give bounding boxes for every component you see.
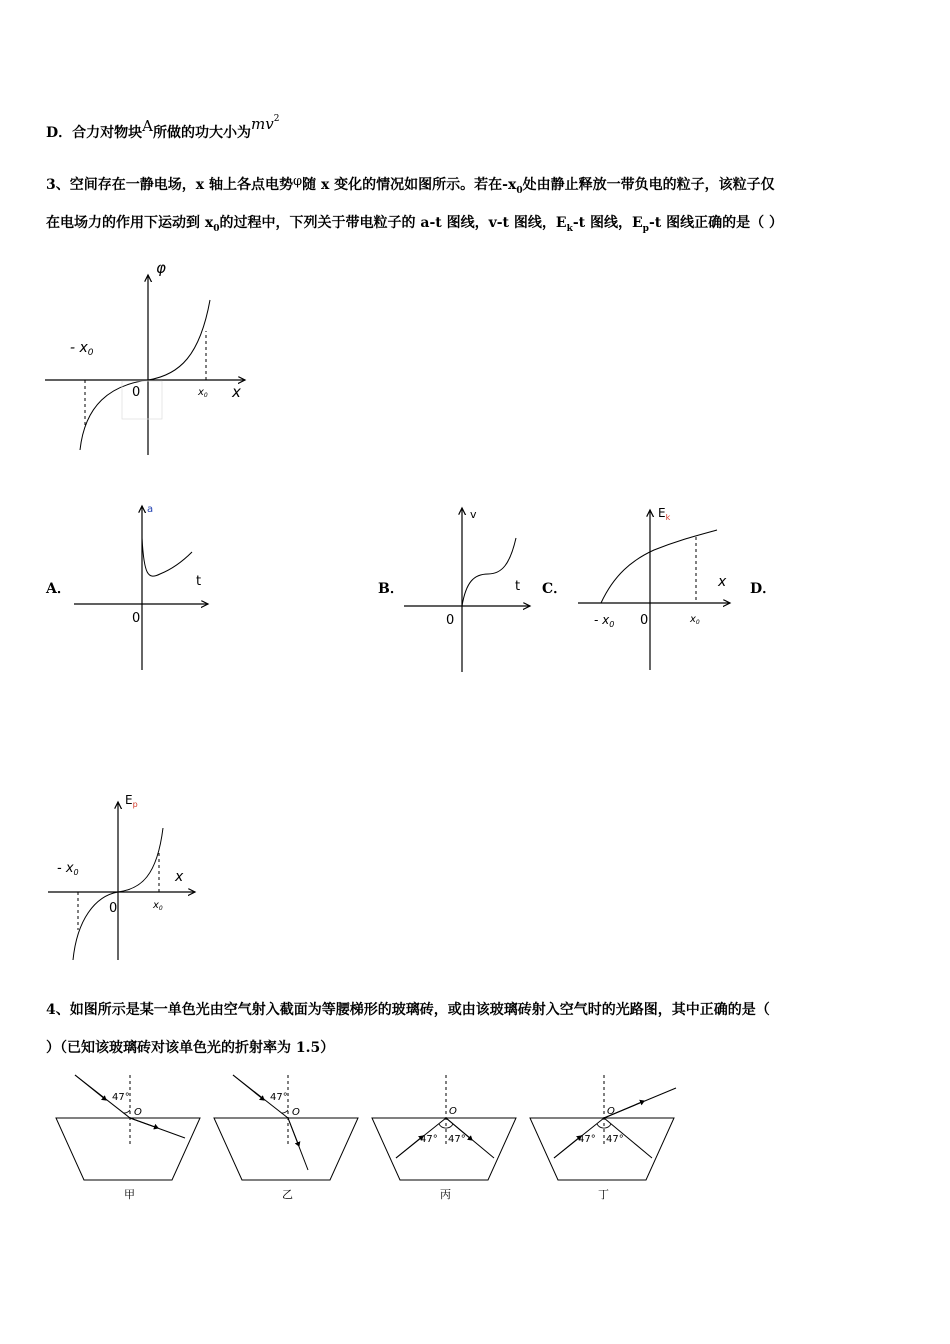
angle-left: 47° (578, 1134, 596, 1145)
point-o: O (292, 1107, 300, 1118)
potential-graph (40, 255, 260, 460)
q3-text-f: -t 图线，E (572, 215, 643, 231)
graph-v-t (400, 500, 535, 675)
origin-label: 0 (446, 613, 455, 628)
y-label-v: v (470, 508, 477, 521)
ek-curve (601, 530, 717, 603)
angle-arc (123, 1110, 130, 1113)
q3-text-b: 随 x 变化的情况如图所示。若在-x (302, 177, 517, 193)
caption: 丙 (440, 1188, 451, 1201)
neg-x0-label: - $x_0$ (57, 861, 79, 877)
pos-x0-label: $x_0$ (198, 387, 208, 399)
angle-label: 47° (112, 1092, 130, 1103)
point-o: O (449, 1106, 457, 1117)
origin-label: 0 (132, 611, 141, 626)
incident-arrow (554, 1136, 581, 1158)
q3-sub-0b: 0 (213, 223, 220, 234)
trapezoid (372, 1118, 516, 1180)
q3-line-2 (46, 212, 783, 234)
incident-arrow (75, 1075, 106, 1100)
x-label: x (718, 574, 727, 590)
caption: 乙 (282, 1188, 293, 1201)
formula-exp: 2 (273, 114, 280, 124)
neg-x0-label: - $x_0$ (70, 340, 94, 358)
point-o: O (607, 1106, 615, 1117)
y-label-phi: φ (156, 259, 166, 277)
refracted-arrow (288, 1118, 299, 1146)
pos-x0-label: $x_0$ (153, 900, 163, 912)
angle-arc (281, 1110, 288, 1113)
origin-label: 0 (132, 385, 141, 400)
origin-label: 0 (640, 613, 649, 628)
diagram-jia (56, 1075, 200, 1201)
caption: 甲 (124, 1188, 135, 1201)
light-path-diagrams (50, 1070, 720, 1210)
diagram-bing (372, 1075, 516, 1201)
option-d-suffix: 所做的功大小为 (152, 125, 251, 141)
angle-right: 47° (448, 1134, 466, 1145)
q3-text-c: 处由静止释放一带负电的粒子，该粒子仅 (522, 177, 775, 193)
option-d-graph-label: D． (750, 581, 777, 597)
q3-sub-p: p (642, 223, 649, 234)
a-curve (142, 538, 192, 576)
origin-box (122, 381, 162, 419)
diagram-yi (214, 1075, 358, 1201)
diagram-ding (530, 1075, 676, 1201)
x-label: x (175, 869, 184, 885)
incident-arrow (233, 1075, 264, 1100)
option-d-line (46, 114, 279, 142)
q3-sub-0: 0 (516, 185, 523, 196)
graph-ek-x (574, 500, 744, 675)
q4-line-1: 4、如图所示是某一单色光由空气射入截面为等腰梯形的玻璃砖，或由该玻璃砖射入空气时的光路图，其中正确的是（ (46, 1002, 770, 1018)
potential-curve (80, 300, 210, 450)
phi-symbol: φ (292, 174, 303, 189)
trapezoid (56, 1118, 200, 1180)
incident-arrow (396, 1136, 423, 1158)
q4-line-2: ）（已知该玻璃砖对该单色光的折射率为 1.5） (46, 1040, 335, 1056)
q3-text-d: 在电场力的作用下运动到 x (46, 215, 214, 231)
option-a-label: A． (46, 581, 71, 597)
x-label-t: t (196, 574, 202, 589)
q3-text-a: 3、空间存在一静电场，x 轴上各点电势 (46, 177, 293, 193)
point-o: O (134, 1107, 142, 1118)
q3-line-1 (46, 174, 775, 196)
y-label-ep: $E_p$ (125, 793, 138, 809)
refracted-arrow (130, 1118, 158, 1128)
origin-label: 0 (109, 901, 118, 916)
caption: 丁 (598, 1188, 609, 1201)
x-label: x (232, 383, 241, 401)
angle-right: 47° (606, 1134, 624, 1145)
graph-a-t (70, 500, 220, 675)
x-label-t: t (515, 579, 521, 594)
q3-sub-k: k (566, 223, 573, 234)
angle-left: 47° (420, 1134, 438, 1145)
option-d-label: D．合力对物块 (46, 125, 143, 141)
trapezoid (214, 1118, 358, 1180)
angle-label: 47° (270, 1092, 288, 1103)
y-label-ek: $E_k$ (658, 506, 671, 522)
y-label-a: a (147, 504, 154, 515)
block-symbol: A (142, 117, 153, 135)
option-b-label: B． (378, 581, 404, 597)
trapezoid (530, 1118, 674, 1180)
neg-x0-label: - $x_0$ (594, 613, 615, 629)
option-c-label: C． (542, 581, 568, 597)
graph-ep-x (45, 790, 205, 965)
formula-base: mv (250, 115, 274, 133)
q3-text-g: -t 图线正确的是（ ） (648, 215, 783, 231)
q3-text-e: 的过程中，下列关于带电粒子的 a-t 图线，v-t 图线，E (219, 215, 567, 231)
v-curve (462, 538, 516, 606)
pos-x0-label: $x_0$ (690, 614, 700, 626)
